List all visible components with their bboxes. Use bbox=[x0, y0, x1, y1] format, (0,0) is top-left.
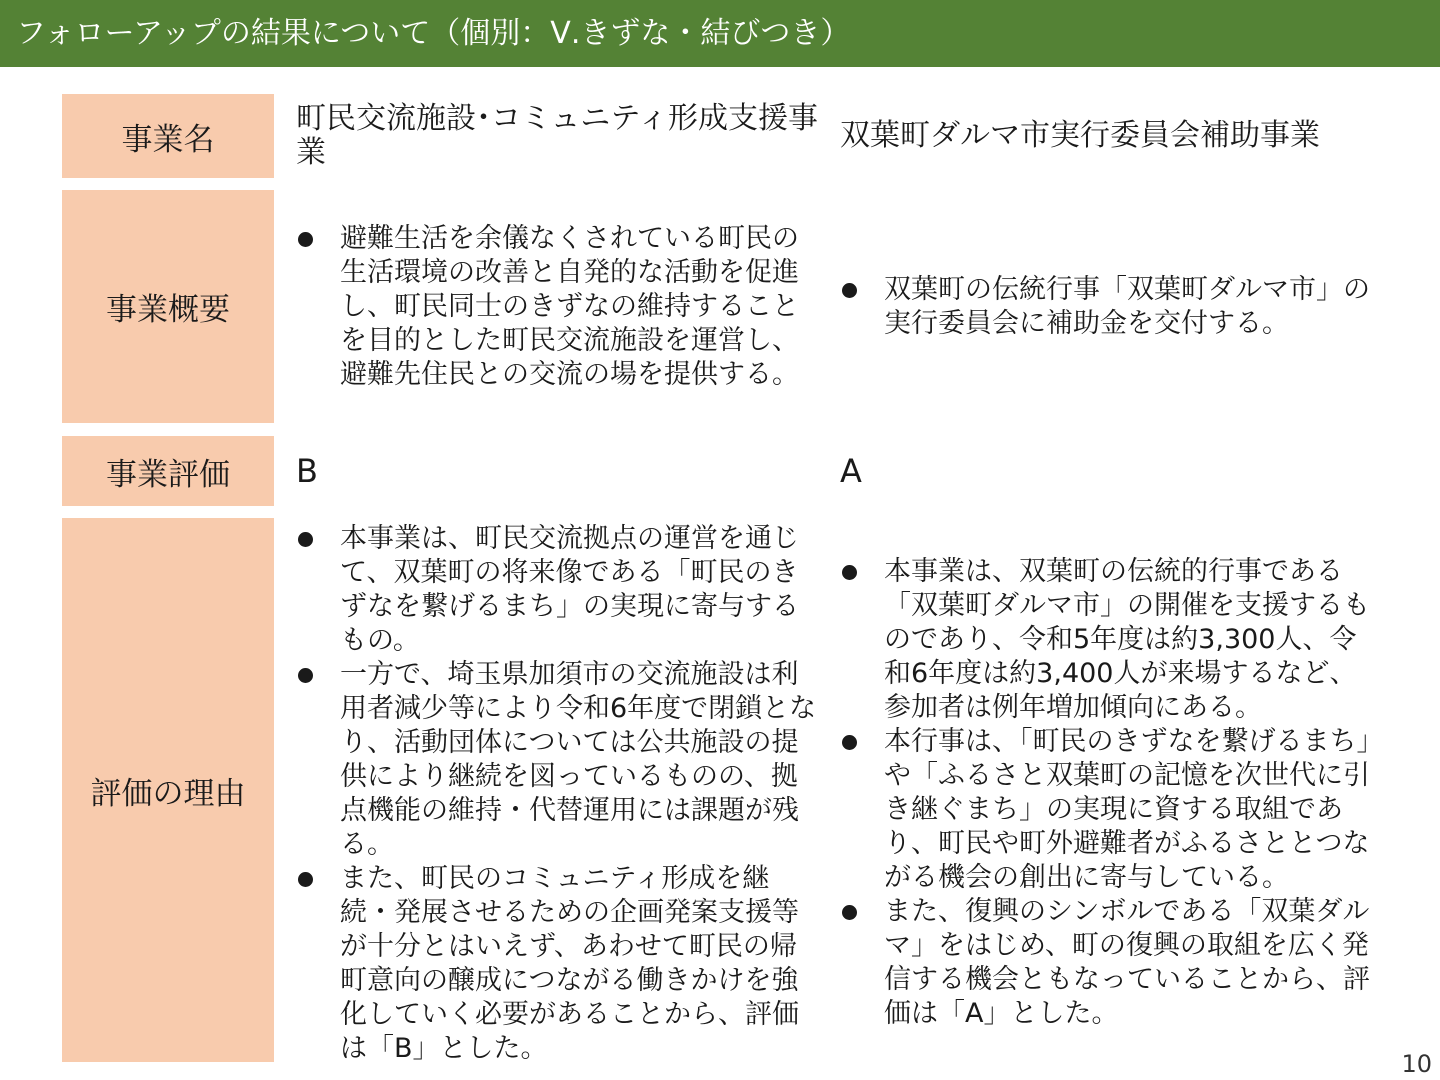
label-evaluation-reason: 評価の理由 bbox=[62, 518, 274, 1062]
project-1-evaluation-grade: B bbox=[296, 452, 318, 490]
project-1-reasons-list bbox=[296, 522, 820, 1066]
bullet-icon bbox=[842, 283, 857, 298]
label-project-name: 事業名 bbox=[62, 94, 274, 178]
list-item-text: 本行事は、「町民のきずなを繋げるまち」や「ふるさと双葉町の記憶を次世代に引き継ぐまち」の実現に資する取組であり、町民や町外避難者がふるさととつながる機会の創出に寄与している。 bbox=[884, 726, 1370, 893]
project-1-overview bbox=[296, 190, 820, 423]
list-item-text: 本事業は、町民交流拠点の運営を通じて、双葉町の将来像である「町民のきずなを繋げるまち」の実現に寄与するもの。 bbox=[340, 523, 799, 656]
list-item bbox=[296, 522, 820, 658]
list-item-text: 一方で、埼玉県加須市の交流施設は利用者減少等により令和6年度で閉鎖となり、活動団体については公共施設の提供により継続を図っているものの、拠点機能の維持・代替運用には課題が残る。 bbox=[340, 659, 817, 860]
page-title: フォローアップの結果について（個別：Ⅴ.きずな・結びつき） bbox=[0, 0, 1440, 67]
page-number: 10 bbox=[1401, 1050, 1432, 1078]
project-2-name-text: 双葉町ダルマ市実行委員会補助事業 bbox=[840, 118, 1320, 153]
list-item-text: また、町民のコミュニティ形成を継続・発展させるための企画発案支援等が十分とはいえず、あわせて町民の帰町意向の醸成につながる働きかけを強化していく必要があることから、評価は「B」とした。 bbox=[340, 863, 799, 1064]
list-item bbox=[296, 862, 820, 1066]
project-2-overview bbox=[840, 190, 1370, 423]
bullet-icon bbox=[842, 905, 857, 920]
project-1-reasons bbox=[296, 522, 820, 1062]
bullet-icon bbox=[298, 668, 313, 683]
bullet-icon bbox=[298, 532, 313, 547]
label-project-evaluation: 事業評価 bbox=[62, 436, 274, 506]
project-1-overview-list bbox=[296, 222, 820, 392]
project-1-name-text: 町民交流施設･コミュニティ形成支援事業 bbox=[296, 101, 818, 170]
project-2-name bbox=[840, 94, 1370, 178]
list-item bbox=[840, 555, 1370, 725]
project-2-evaluation-grade: A bbox=[840, 452, 862, 490]
list-item bbox=[840, 895, 1370, 1031]
project-2-evaluation bbox=[840, 436, 1370, 506]
list-item-text: 避難生活を余儀なくされている町民の生活環境の改善と自発的な活動を促進し、町民同士のきずなの維持することを目的とした町民交流施設を運営し、避難先住民との交流の場を提供する。 bbox=[340, 222, 799, 390]
project-1-evaluation bbox=[296, 436, 820, 506]
list-item bbox=[840, 725, 1370, 895]
project-1-name bbox=[296, 94, 820, 178]
bullet-icon bbox=[842, 565, 857, 580]
list-item bbox=[296, 658, 820, 862]
list-item bbox=[296, 222, 820, 392]
project-2-reasons-list bbox=[840, 555, 1370, 1031]
bullet-icon bbox=[842, 735, 857, 750]
bullet-icon bbox=[298, 872, 313, 887]
list-item bbox=[840, 273, 1370, 341]
list-item-text: 本事業は、双葉町の伝統的行事である「双葉町ダルマ市」の開催を支援するものであり、令和5年度は約3,300人、令和6年度は約3,400人が来場するなど、参加者は例年増加傾向にある。 bbox=[884, 556, 1370, 723]
bullet-icon bbox=[298, 232, 313, 247]
project-2-reasons bbox=[840, 555, 1370, 1055]
list-item-text: また、復興のシンボルである「双葉ダルマ」をはじめ、町の復興の取組を広く発信する機会ともなっていることから、評価は「A」とした。 bbox=[884, 896, 1370, 1029]
project-2-overview-list bbox=[840, 273, 1370, 341]
list-item-text: 双葉町の伝統行事「双葉町ダルマ市」の実行委員会に補助金を交付する。 bbox=[884, 273, 1370, 339]
label-project-overview: 事業概要 bbox=[62, 190, 274, 423]
